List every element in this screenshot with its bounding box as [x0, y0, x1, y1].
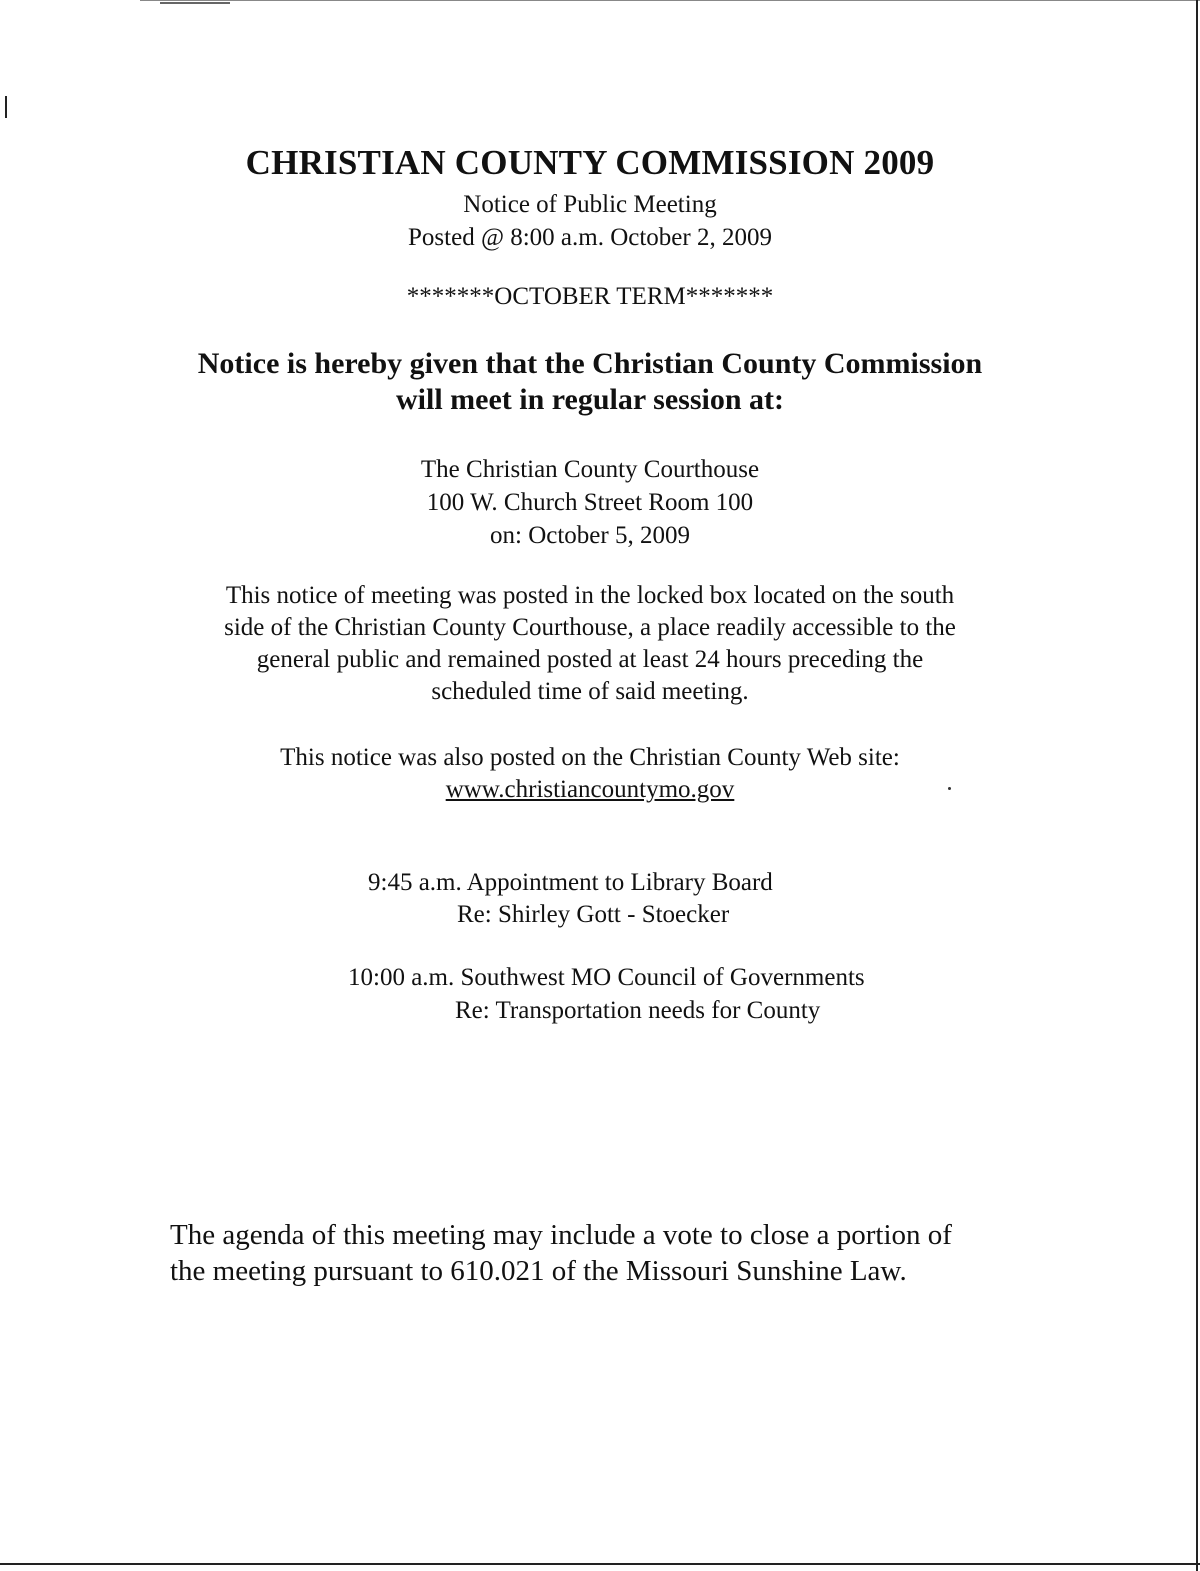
notice-statement	[0, 346, 1180, 418]
scan-bottom-edge	[0, 1563, 1200, 1565]
notice-type: Notice of Public Meeting	[463, 191, 717, 218]
location-line-2: 100 W. Church Street Room 100	[426, 489, 754, 516]
scan-right-edge	[1196, 0, 1198, 1571]
agenda-item-re: Re: Transportation needs for County	[455, 997, 821, 1024]
posted-line-1: This notice of meeting was posted in the locked box located on the south	[225, 582, 955, 609]
subtitle-block	[0, 188, 1180, 254]
web-posting	[0, 742, 1180, 806]
web-line: This notice was also posted on the Christian County Web site:	[280, 744, 900, 771]
term-heading: *******OCTOBER TERM*******	[406, 283, 774, 310]
scan-speck	[948, 787, 951, 790]
website-link[interactable]: www.christiancountymo.gov	[445, 776, 735, 803]
scan-mark	[5, 96, 7, 118]
location-line-3: on: October 5, 2009	[490, 522, 690, 549]
agenda-item-time: 10:00 a.m. Southwest MO Council of Governments	[348, 964, 865, 991]
footer-line-1: The agenda of this meeting may include a vote to close a portion of	[170, 1219, 952, 1251]
scan-mark-top	[160, 2, 230, 4]
posted-line-3: general public and remained posted at least 24 hours preceding the	[256, 646, 924, 673]
agenda-item-time: 9:45 a.m. Appointment to Library Board	[368, 869, 773, 896]
meeting-location	[0, 453, 1180, 552]
posted-line-2: side of the Christian County Courthouse, a place readily accessible to the	[224, 614, 956, 641]
sunshine-law-footer	[170, 1217, 1070, 1289]
posted-time: Posted @ 8:00 a.m. October 2, 2009	[408, 224, 772, 251]
location-line-1: The Christian County Courthouse	[420, 456, 760, 483]
posted-line-4: scheduled time of said meeting.	[431, 678, 749, 705]
scan-top-edge	[140, 0, 1200, 1]
agenda-item-re: Re: Shirley Gott - Stoecker	[457, 901, 730, 928]
posting-statement	[0, 580, 1180, 708]
document-title: CHRISTIAN COUNTY COMMISSION 2009	[245, 143, 935, 182]
notice-line-2: will meet in regular session at:	[395, 383, 785, 416]
notice-line-1: Notice is hereby given that the Christian County Commission	[197, 347, 983, 380]
footer-line-2: the meeting pursuant to 610.021 of the Missouri Sunshine Law.	[170, 1255, 907, 1287]
